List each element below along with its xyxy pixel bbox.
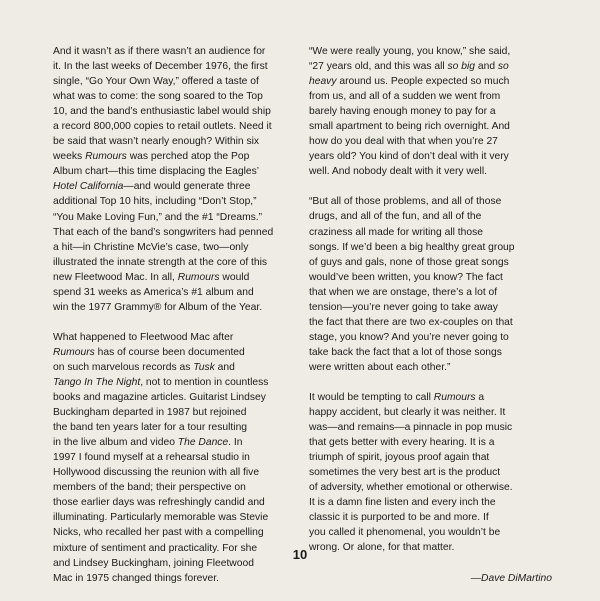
- text-line: Buckingham departed in 1987 but rejoined: [53, 407, 247, 419]
- text-line: It would be tempting to call Rumours a: [309, 391, 485, 403]
- text-line: that when we are onstage, there’s a lot of: [309, 286, 498, 298]
- text-line: the fact that there are two ex-couples on that: [309, 316, 513, 328]
- text-line: spend 31 weeks as America’s #1 album and: [53, 286, 254, 298]
- text-line: “27 years old, and this was all so big and so: [309, 61, 509, 73]
- text-line: was—and remains—a pinnacle in pop music: [309, 422, 513, 434]
- paragraph: [309, 194, 552, 375]
- text-line: “But all of those problems, and all of those: [309, 196, 502, 208]
- text-line: small apartment to being rich overnight. And: [309, 121, 510, 133]
- text-line: you called it phenomenal, you wouldn’t be: [309, 527, 501, 539]
- right-column: [309, 44, 552, 601]
- text-line: craziness all made for writing all those: [309, 226, 483, 238]
- text-line: new Fleetwood Mac. In all, Rumours would: [53, 271, 250, 283]
- text-line: illustrated the innate strength at the core of this: [53, 256, 268, 268]
- text-line: “You Make Loving Fun,” and the #1 “Dreams.”: [53, 211, 263, 223]
- text-line: would’ve been written, you know? The fact: [309, 271, 503, 283]
- text-line: “We were really young, you know,” she said,: [309, 46, 511, 57]
- text-line: tension—you’re never going to take away: [309, 301, 498, 313]
- text-line: take back the fact that a lot of those songs: [309, 346, 502, 358]
- text-line: what was to come: the song soared to the Top: [53, 91, 263, 103]
- text-line: Tango In The Night, not to mention in countless: [53, 376, 269, 388]
- text-line: well. And nobody dealt with it very well.: [309, 166, 487, 178]
- text-line: 1997 I found myself at a rehearsal studio in: [53, 452, 250, 464]
- paragraph: [309, 390, 552, 556]
- text-line: 10, and the band’s enthusiastic label would ship: [53, 106, 271, 118]
- text-line: members of the band; their perspective on: [53, 482, 246, 494]
- text-line: of adversity, whether emotional or otherwise.: [309, 482, 513, 494]
- text-line: a record 800,000 copies to retail outlets. Need it: [53, 121, 272, 133]
- text-line: classic it is purported to be and more. If: [309, 512, 489, 524]
- text-line: Hollywood discussing the reunion with all five: [53, 467, 260, 479]
- text-line: It is a damn fine listen and every inch the: [309, 497, 496, 509]
- text-line: and Lindsey Buckingham, joining Fleetwood: [53, 557, 254, 569]
- text-line: happy accident, but clearly it was neither. It: [309, 407, 506, 419]
- text-line: wrong. Or alone, for that matter.: [309, 542, 455, 554]
- text-line: in the live album and video The Dance. In: [53, 437, 243, 449]
- text-line: books and magazine articles. Guitarist Lindsey: [53, 392, 266, 404]
- text-line: it. In the last weeks of December 1976, the first: [53, 61, 268, 73]
- page-number: 10: [292, 547, 308, 562]
- text-line: heavy around us. People expected so much: [309, 76, 510, 88]
- text-line: sometimes the very best art is the product: [309, 467, 501, 479]
- text-line: Hotel California—and would generate three: [53, 181, 251, 193]
- text-line: songs. If we’d been a big healthy great group: [309, 241, 515, 253]
- text-line: that gets better with every hearing. It is a: [309, 437, 495, 449]
- left-column: [53, 44, 299, 601]
- text-line: mixture of sentiment and practicality. For she: [53, 542, 258, 554]
- text-line: Album chart—this time displacing the Eagles’: [53, 166, 260, 178]
- text-line: stage, you know? And you’re never going to: [309, 331, 509, 343]
- paragraph: [53, 44, 299, 315]
- text-line: a hit—in Christine McVie’s case, two—only: [53, 241, 249, 253]
- text-line: What happened to Fleetwood Mac after: [53, 331, 234, 343]
- text-line: weeks Rumours was perched atop the Pop: [53, 151, 250, 163]
- text-line: illuminating. Particularly memorable was Stevie: [53, 512, 269, 524]
- text-line: win the 1977 Grammy® for Album of the Year.: [53, 301, 263, 313]
- text-line: triumph of spirit, joyous proof again that: [309, 452, 490, 464]
- paragraph: [309, 44, 552, 179]
- text-line: be said that wasn’t nearly enough? Within six: [53, 136, 260, 148]
- text-line: barely having enough money to pay for a: [309, 106, 496, 118]
- text-line: drugs, and all of the fun, and all of the: [309, 211, 482, 223]
- text-line: were written about each other.”: [309, 361, 451, 373]
- text-line: additional Top 10 hits, including “Don’t Stop,”: [53, 196, 257, 208]
- text-line: Nicks, who recalled her past with a compelling: [53, 527, 264, 539]
- text-line: how do you deal with that when you’re 27: [309, 136, 498, 148]
- text-line: Mac in 1975 changed things forever.: [53, 572, 220, 584]
- text-line: Rumours has of course been documented: [53, 346, 245, 358]
- text-line: And it wasn’t as if there wasn’t an audience for: [53, 46, 266, 57]
- text-line: years old? You kind of don’t deal with it very: [309, 151, 509, 163]
- text-line: on such marvelous records as Tusk and: [53, 361, 235, 373]
- text-line: single, “Go Your Own Way,” offered a taste of: [53, 76, 259, 88]
- text-line: the band ten years later for a tour resulting: [53, 422, 248, 434]
- text-line: of guys and gals, none of those great songs: [309, 256, 509, 268]
- text-line: from us, and all of a sudden we went from: [309, 91, 501, 103]
- text-line: those earlier days was refreshingly candid and: [53, 497, 265, 509]
- author-signature: —Dave DiMartino: [470, 572, 552, 584]
- text-line: That each of the band’s songwriters had penned: [53, 226, 274, 238]
